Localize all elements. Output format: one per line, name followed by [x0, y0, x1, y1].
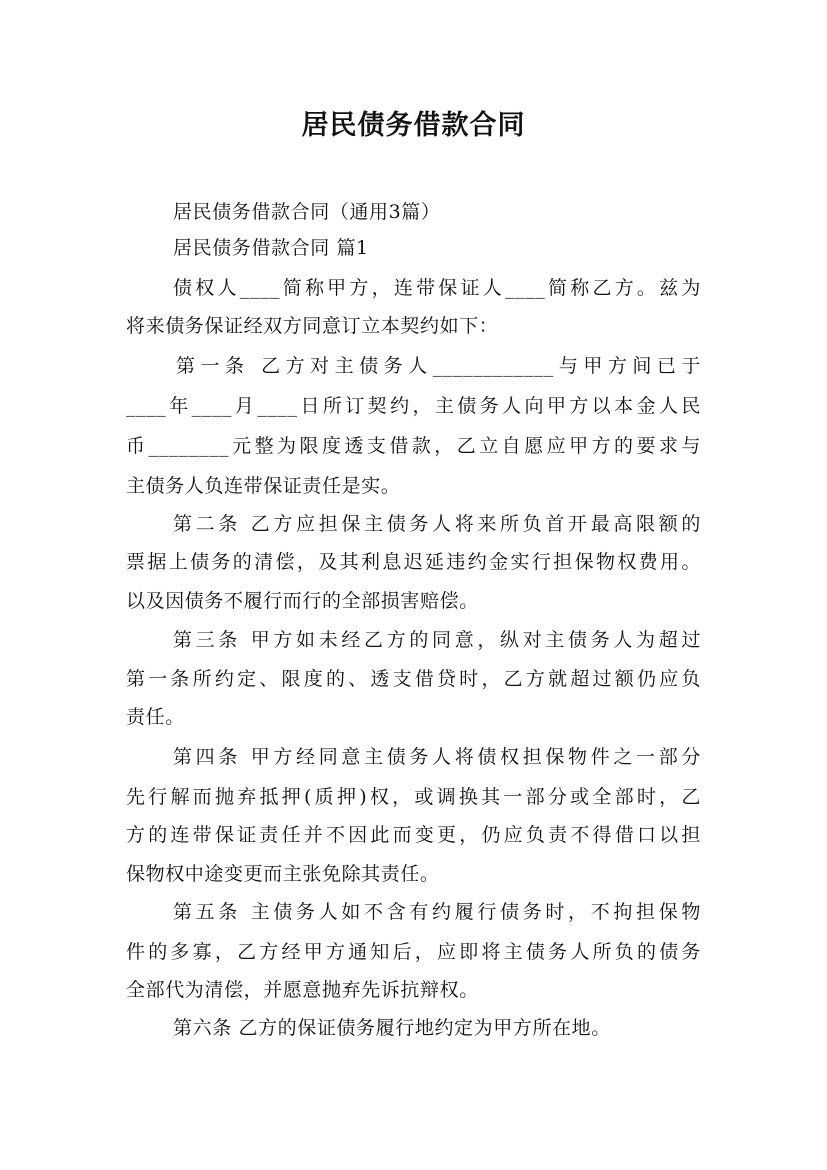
body-line: 第五条 主债务人如不含有约履行债务时，不拘担保物	[173, 901, 701, 923]
body-line: 件的多寡，乙方经甲方通知后，应即将主债务人所负的债务	[126, 941, 701, 963]
body-line: 主债务人负连带保证责任是实。	[126, 475, 401, 497]
body-line: 债权人____简称甲方，连带保证人____简称乙方。兹为	[173, 277, 701, 299]
body-line: 第六条 乙方的保证债务履行地约定为甲方所在地。	[173, 1017, 611, 1039]
body-line: 责任。	[126, 706, 185, 728]
body-line: 第一条所约定、限度的、透支借贷时，乙方就超过额仍应负	[126, 668, 701, 690]
body-line: 第二条 乙方应担保主债务人将来所负首开最高限额的	[173, 513, 701, 535]
body-line: 票据上债务的清偿，及其利息迟延违约金实行担保物权费用。	[126, 551, 701, 573]
body-line: 币________元整为限度透支借款，乙立自愿应甲方的要求与	[126, 435, 701, 457]
body-line: 将来债务保证经双方同意订立本契约如下：	[126, 315, 499, 337]
body-line: 以及因债务不履行而行的全部损害赔偿。	[126, 590, 479, 612]
body-line: 第一条 乙方对主债务人____________与甲方间已于	[176, 355, 701, 377]
body-line: 先行解而抛弃抵押(质押)权，或调换其一部分或全部时，乙	[126, 786, 701, 808]
body-line: 保物权中途变更而主张免除其责任。	[126, 863, 440, 885]
body-line: ____年____月____日所订契约，主债务人向甲方以本金人民	[126, 395, 701, 417]
body-line: 方的连带保证责任并不因此而变更，仍应负责不得借口以担	[126, 824, 701, 846]
body-line: 全部代为清偿，并愿意抛弃先诉抗辩权。	[126, 979, 479, 1001]
body-line: 第四条 甲方经同意主债务人将债权担保物件之一部分	[173, 746, 701, 768]
document-title: 居民债务借款合同	[301, 110, 526, 141]
body-line: 居民债务借款合同 篇1	[173, 237, 369, 259]
body-line: 第三条 甲方如未经乙方的同意，纵对主债务人为超过	[173, 629, 701, 651]
body-line: 居民债务借款合同（通用3篇）	[173, 201, 441, 223]
